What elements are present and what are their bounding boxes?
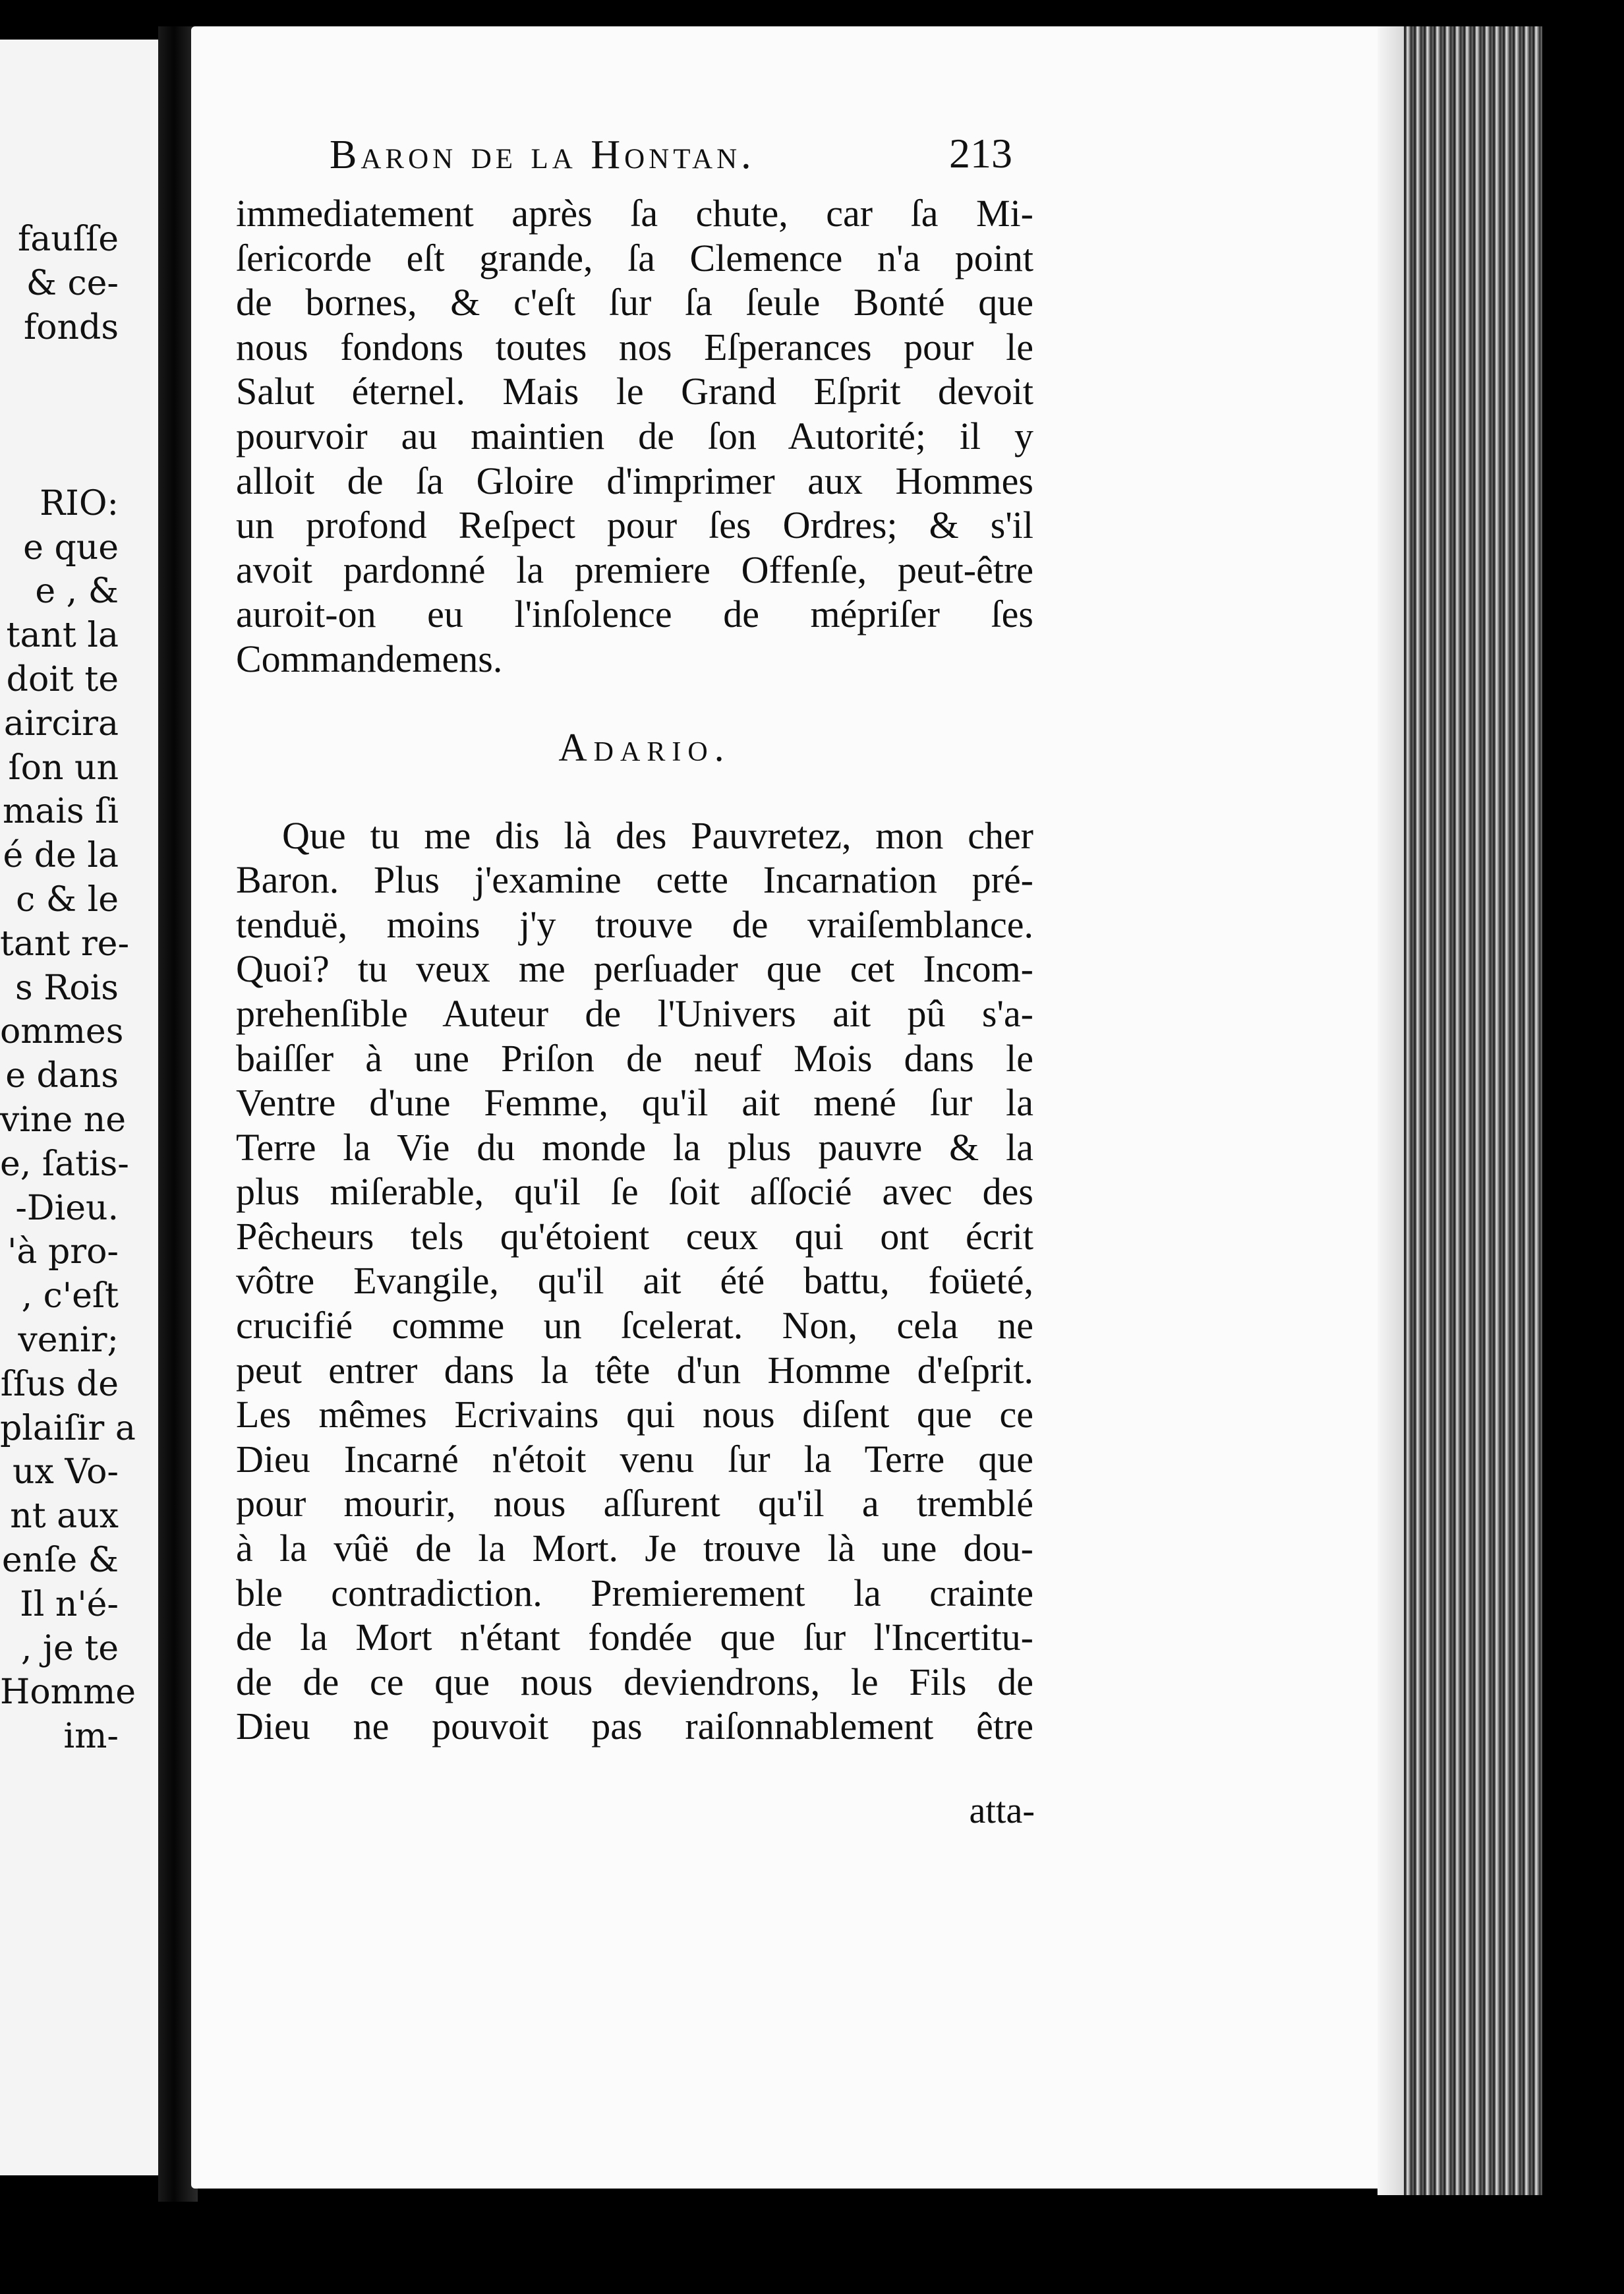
text-line: immediatement après ſa chute, car ſa Mi- — [236, 192, 1033, 235]
left-page-line: e, ſatis- — [0, 1144, 129, 1184]
left-page-line: é de la — [3, 836, 119, 876]
text-line: Les mêmes Ecrivains qui nous diſent que ce — [236, 1393, 1033, 1436]
text-line: vôtre Evangile, qu'il ait été battu, foüeté, — [236, 1259, 1033, 1303]
left-page-line: s Rois — [15, 968, 119, 1008]
page-number: 213 — [949, 130, 1012, 177]
left-page-line: e , & — [35, 572, 119, 612]
text-line: tenduë, moins j'y trouve de vraiſemblance. — [236, 902, 1033, 946]
left-page-line: tant la — [6, 616, 119, 656]
text-line: Ventre d'une Femme, qu'il ait mené ſur la — [236, 1081, 1033, 1125]
left-page-line: -Dieu. — [15, 1188, 119, 1228]
left-page-line: ſon un — [8, 748, 119, 788]
text-line: un profond Reſpect pour ſes Ordres; & s'il — [236, 504, 1033, 547]
left-page-line: tant re- — [0, 924, 130, 964]
speaker-heading: Adario. — [558, 725, 731, 769]
left-page-line — [0, 394, 158, 438]
left-page-line: enſe & — [1, 1540, 119, 1580]
left-page-line: doit te — [6, 659, 119, 699]
left-page-line: , je te — [20, 1628, 119, 1668]
left-page-line: & ce- — [26, 263, 119, 303]
text-line: de bornes, & c'eſt ſur ſa ſeule Bonté que — [236, 281, 1033, 324]
text-line: crucifié comme un ſcelerat. Non, cela ne — [236, 1304, 1033, 1347]
left-page-line: e dans — [5, 1056, 119, 1096]
left-page-line: RIO: — [40, 483, 119, 523]
left-page-line: , c'eſt — [21, 1276, 119, 1316]
text-line: Pêcheurs tels qu'étoient ceux qui ont écrit — [236, 1214, 1033, 1258]
text-line: Dieu ne pouvoit pas raiſonnablement être — [236, 1705, 1033, 1748]
text-line: peut entrer dans la tête d'un Homme d'eſprit. — [236, 1348, 1033, 1392]
left-page-line: c & le — [16, 879, 119, 920]
text-line: Dieu Incarné n'étoit venu ſur la Terre que — [236, 1437, 1033, 1481]
running-head: Baron de la Hontan. — [330, 132, 755, 177]
left-page-line: ommes — [0, 1012, 124, 1052]
text-line: à la vûë de la Mort. Je trouve là une dou- — [236, 1527, 1033, 1570]
left-page-line: Il n'é- — [20, 1584, 119, 1624]
text-line: ble contradiction. Premierement la crainte — [236, 1571, 1033, 1614]
left-page-line: Homme — [0, 1672, 136, 1713]
left-page-line: ſſus de — [0, 1364, 119, 1404]
text-line: Terre la Vie du monde la plus pauvre & la — [236, 1125, 1033, 1169]
left-page-line: 'à pro- — [7, 1232, 119, 1272]
left-page-line: fonds — [23, 307, 119, 347]
left-page-line: plaiſir a — [0, 1408, 136, 1448]
text-line: plus miſerable, qu'il ſe ſoit aſſocié avec des — [236, 1170, 1033, 1214]
catchword: atta- — [969, 1790, 1035, 1831]
left-page-line: fauſſe — [17, 220, 119, 259]
text-line: Quoi? tu veux me perſuader que cet Incom- — [236, 947, 1033, 991]
text-line: pour mourir, nous aſſurent qu'il a tremblé — [236, 1482, 1033, 1525]
left-facing-page — [0, 40, 158, 2175]
text-line: avoit pardonné la premiere Offenſe, peut-être — [236, 548, 1033, 591]
main-text-block — [236, 191, 1033, 1749]
left-page-line — [0, 438, 158, 482]
text-line: Salut éternel. Mais le Grand Eſprit devoit — [236, 370, 1033, 413]
paragraph-1 — [236, 191, 1033, 682]
left-page-line: venir; — [18, 1320, 119, 1360]
text-line: Baron. Plus j'examine cette Incarnation pré- — [236, 858, 1033, 902]
left-page-text — [0, 218, 158, 1759]
text-line: de la Mort n'étant fondée que ſur l'Incertitu- — [236, 1616, 1033, 1659]
left-page-line — [0, 349, 158, 394]
text-line: ſericorde eſt grande, ſa Clemence n'a point — [236, 236, 1033, 279]
text-line: Commandemens. — [236, 637, 503, 680]
left-page-line: aircira — [3, 703, 119, 744]
text-line: pourvoir au maintien de ſon Autorité; il y — [236, 414, 1033, 457]
text-line: baiſſer à une Priſon de neuf Mois dans le — [236, 1036, 1033, 1080]
text-line: Que tu me dis là des Pauvretez, mon cher — [282, 813, 1033, 857]
left-page-line: vine ne — [0, 1100, 127, 1140]
text-line: alloit de ſa Gloire d'imprimer aux Hommes — [236, 459, 1033, 502]
left-page-line: e que — [23, 527, 119, 568]
left-page-line: mais ſi — [2, 792, 119, 832]
page-block-edges — [1378, 26, 1542, 2195]
text-line: auroit-on eu l'inſolence de mépriſer ſes — [236, 593, 1033, 636]
paragraph-2 — [236, 813, 1033, 1749]
left-page-line: nt aux — [10, 1496, 119, 1537]
text-line: prehenſible Auteur de l'Univers ait pû s'a- — [236, 991, 1033, 1035]
text-line: de de ce que nous deviendrons, le Fils de — [236, 1660, 1033, 1703]
left-page-line: im- — [63, 1717, 119, 1757]
left-page-line: ux Vo- — [12, 1452, 119, 1492]
text-line: nous fondons toutes nos Eſperances pour le — [236, 325, 1033, 368]
